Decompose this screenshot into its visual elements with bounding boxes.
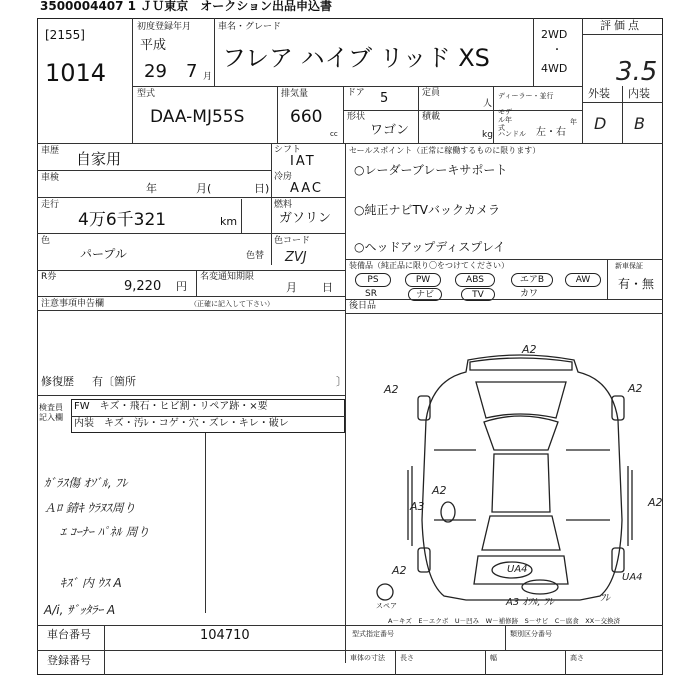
displacement-value: 660 [290,107,323,127]
frame-label: 車台番号 [47,628,91,641]
equip-aw: AW [565,273,601,287]
notice-day: 日 [322,281,333,294]
caution-label: 注意事項申告欄 [41,299,105,309]
battery-value: 有・無 [618,277,655,291]
equip-abs: ABS [455,273,495,287]
equip-ps: PS [355,273,391,287]
fuel-value: ガソリン [279,211,332,226]
legend-text: A－キズ E－エクボ U－凹み W－補修跡 S－サビ C－腐食 XX－交換済 [388,617,621,625]
repair-label: 修復歴 [41,375,74,388]
sales-point-2: ○純正ナビTVバックカメラ [354,203,501,217]
model-year-label: モデル年式 [498,108,512,132]
repair-value: 有〔箇所 [92,375,136,388]
type-value: DAA-MJ55S [150,107,245,127]
mileage-label: 走行 [41,200,60,210]
history-value: 自家用 [76,150,122,168]
inspector-label: 後日品 [349,301,377,311]
equip-sr: SR [365,289,377,299]
load-unit: kg [482,130,493,140]
handwritten-line5: A/i, ｻﾞｯﾀﾗｰ A [44,603,116,617]
handle-value: 左・右 [536,127,566,138]
ac-value: AAC [290,181,323,196]
recycle-label: R券 [41,272,57,282]
shape-label: 形状 [347,112,366,122]
grade-interior: B [634,114,645,133]
spare-label: スペア [376,602,397,610]
sales-points-label: セールスポイント（正常に稼働するものに限ります） [349,146,541,155]
equip-pw: PW [405,273,441,287]
handwritten-line3: ｴ ｺｰﾅｰ ﾊﾟﾈﾙ 周り [60,525,150,539]
grade-label: 評価点 [600,19,642,32]
recycle-value: 9,220 [124,279,162,294]
mark-ua4-rear: UA4 [507,564,528,575]
color-code-value: ZVJ [285,250,307,265]
fuel-label: 燃料 [274,200,293,210]
load-label: 積載 [422,112,441,122]
mark-a2-rear-right: A2 [648,496,663,509]
shape-value: ワゴン [370,123,410,138]
reg-number-label: 登録番号 [47,654,91,667]
notice-label: 名変通知期限 [200,272,255,282]
ac-label: 冷房 [274,172,293,182]
color-value: パープル [80,247,127,261]
cc-unit: cc [330,130,338,138]
dealer-label: ディーラー・並行 [498,92,554,100]
type-label: 型式 [137,89,156,99]
equip-navi: ナビ [408,288,442,301]
width-label: 幅 [490,654,497,662]
type-cert-label: 型式指定番号 [352,630,394,638]
reg-month-unit: 月 [203,72,213,82]
reg-month: 7 [186,61,198,82]
check-label: 検査員記入欄 [39,403,63,422]
battery-label: 新車保証 [615,262,643,270]
notice-month: 月 [286,281,297,294]
shift-value: IAT [290,154,316,169]
drive-2wd: 2WD [541,28,568,41]
mark-a2-door: A2 [432,484,447,497]
mark-a2-rear-left: A2 [392,564,407,577]
doors-value: 5 [380,91,389,106]
model-year-unit: 年 [570,118,577,126]
doors-label: ドア [347,88,365,98]
shift-label: シフト [274,145,302,155]
capacity-label: 定員 [422,88,441,98]
grade-exterior: D [594,114,607,133]
capacity-unit: 人 [483,99,493,109]
lot-tag: [2155] [45,28,85,42]
inspection-year: 年 [146,182,157,195]
mark-a2-right: A2 [628,382,643,395]
drive-dot: ・ [552,45,562,56]
equip-airbag: エアB [511,273,553,287]
reg-era: 平成 [140,38,167,53]
repaint-label: 色替 [246,251,265,261]
equipment-label: 装備品（純正品に限り〇をつけてください） [349,261,509,270]
inspection-month: 月( [196,182,212,195]
equip-leather: カワ [520,289,539,299]
lot-number: 1014 [45,59,107,87]
sales-point-3: ○ヘッドアップディスプレイ [354,240,506,254]
sales-point-1: ○レーダーブレーキサポート [354,163,508,177]
color-label: 色 [41,236,51,246]
equip-tv: TV [461,288,495,301]
mark-a2-front: A2 [522,343,537,356]
yen-unit: 円 [176,280,187,293]
model-name: フレア ハイブ リッド XS [222,44,490,72]
color-code-label: 色コード [274,236,311,246]
caution-sub: （正確に記入して下さい） [190,300,274,308]
km-unit: km [220,215,238,228]
grade-exterior-label: 外装 [588,87,610,100]
model-label: 車名・グレード [218,22,282,32]
handwritten-line2: Ａﾛ 錆ｷ ｳﾗﾇｽ周り [44,501,136,515]
grade-score: 3.5 [616,57,658,87]
reg-year: 29 [144,61,167,82]
mileage-value: 4万6千321 [78,210,167,230]
height-label: 高さ [570,654,584,662]
mark-a3-bumper: A3 ｵﾂﾙ, ﾌﾚ [506,597,554,608]
grade-interior-label: 内装 [628,87,650,100]
handwritten-line1: ｶﾞﾗｽ傷 ｵｿﾞﾙ, ﾌﾚ [44,476,128,490]
category-label: 類別区分番号 [510,630,552,638]
inspection-day: 日) [254,182,270,195]
mark-ua4-right: UA4 [622,572,643,583]
displacement-label: 排気量 [281,89,309,99]
mark-a3-side: A3 [410,500,425,513]
reg-label: 初度登録年月 [137,22,192,32]
frame-value: 104710 [200,628,250,643]
handle-label: ハンドル [498,130,526,138]
size-label: 車体の寸法 [350,654,385,662]
repair-end: 〕 [336,375,347,388]
check-row1: FW キズ・飛石・ヒビ割・リペア跡・×要 [74,401,268,412]
length-label: 長さ [400,654,414,662]
history-label: 車歴 [41,146,60,156]
handwritten-line4: ｷｽﾞ 内 ｳｽ A [60,576,122,590]
check-row2: 内装 キズ・汚ﾚ・コゲ・穴・ズレ・キレ・破レ [74,418,289,429]
inspection-label: 車検 [41,173,60,183]
mark-fure: ﾌﾚ [600,593,610,604]
mark-a2-left: A2 [384,383,399,396]
header-text: 3500004407 1 ＪＵ東京 オークション出品申込書 [40,0,332,13]
drive-4wd: 4WD [541,62,568,75]
